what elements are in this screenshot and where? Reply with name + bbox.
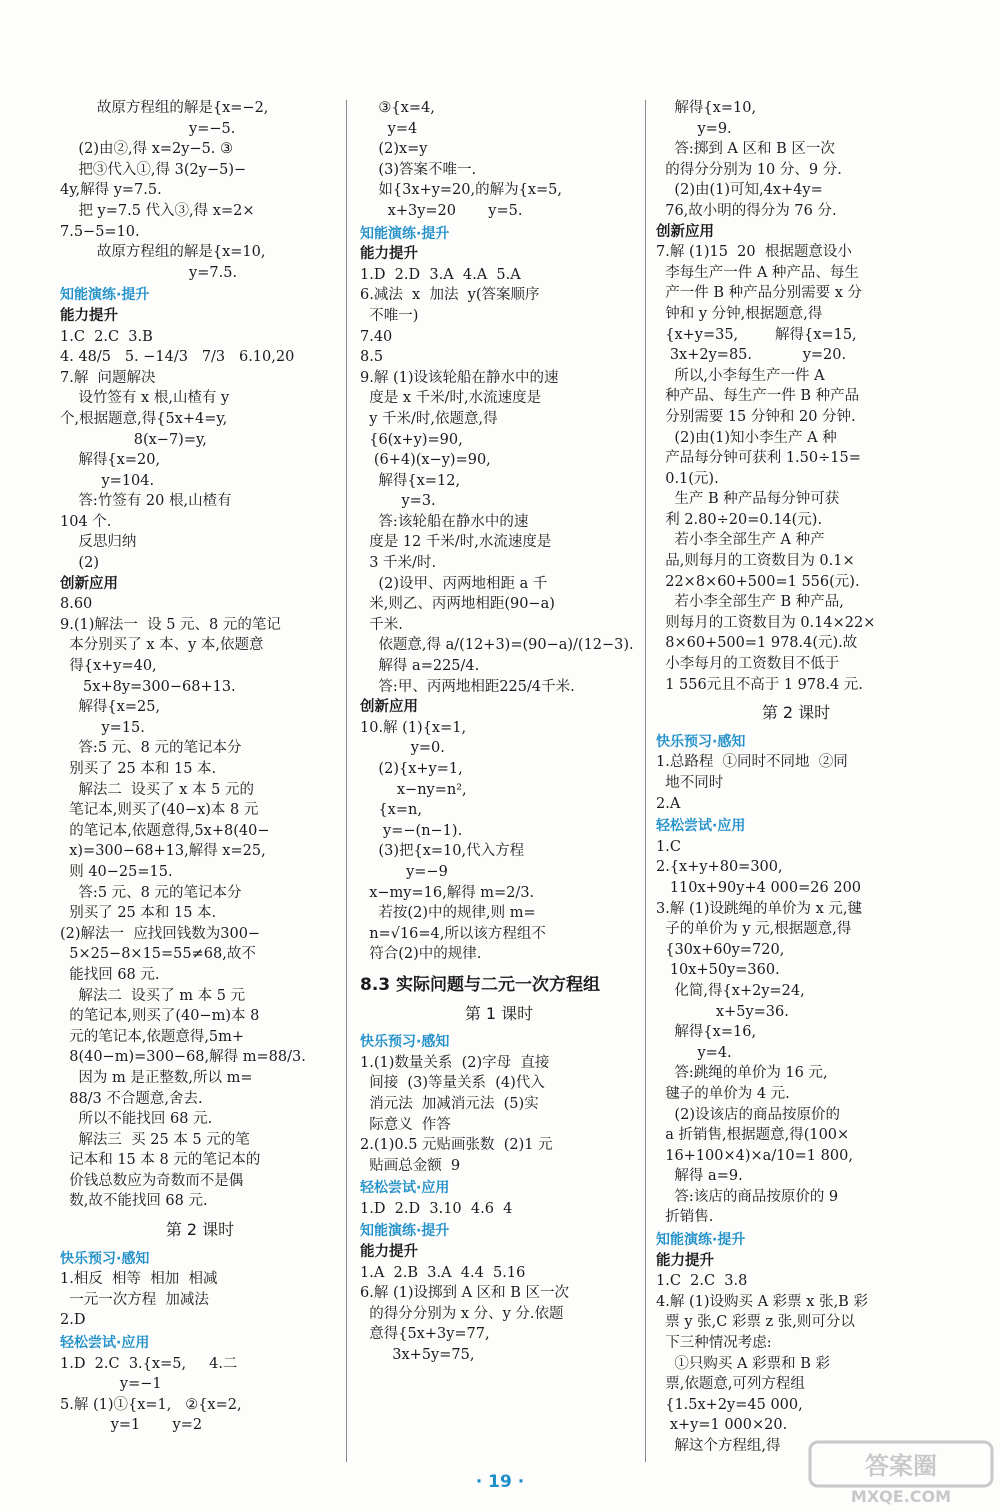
text-line: 生产 B 种产品每分钟可获 [656,491,840,508]
section-heading: 轻松尝试·应用 [60,1335,150,1352]
section-heading: 知能演练·提升 [60,287,150,304]
text-line: 把③代入①,得 3(2y−5)− [60,161,247,178]
text-line: y=9. [656,120,732,137]
text-line: 度是 12 千米/时,水流速度是 [360,534,552,551]
section-heading: 快乐预习·感知 [360,1034,450,1051]
text-line: 种产品、每生产一件 B 种产品 [656,388,860,405]
chapter-section-title: 8.3 实际问题与二元一次方程组 [360,974,601,995]
text-line: 答:掷到 A 区和 B 区一次 [656,141,835,158]
text-line: 贴画总金额 9 [360,1157,461,1174]
text-line: 8(40−m)=300−68,解得 m=88/3. [60,1049,306,1066]
text-line: y=−5. [60,120,236,137]
text-line: 小李每月的工资数目不低于 [656,656,840,673]
text-line: 千米. [360,616,403,633]
text-line: 若小李全部生产 A 种产 [656,532,825,549]
text-line: x−my=16,解得 m=2/3. [360,884,535,901]
text-line: 所以,小李每生产一件 A [656,367,825,384]
text-line: 解得 a=225/4. [360,658,480,675]
text-line: 依题意,得 a/(12+3)=(90−a)/(12−3). [360,637,634,654]
text-line: (2)由(1)知小李生产 A 种 [656,429,837,446]
text-line: {x+y=35, 解得{x=15, [656,326,857,343]
text-line: 1.D 2.C 3.{x=5, 4.二 [60,1355,238,1372]
text-line: 3.解 (1)设跳绳的单价为 x 元,毽 [656,900,862,917]
text-line: 符合(2)中的规律. [360,946,482,963]
sub-heading: 创新应用 [656,223,714,240]
text-line: 10.解 (1){x=1, [360,719,467,736]
text-line: 的笔记本,则买了(40−m)本 8 [60,1008,260,1025]
text-line: 110x+90y+4 000=26 200 [656,879,862,896]
text-line: 下三种情况考虑: [656,1335,772,1352]
sub-heading: 能力提升 [360,1244,418,1261]
answer-column-1 [60,98,340,1436]
text-line: 1.A 2.B 3.A 4.4 5.16 [360,1264,526,1281]
text-line: 解法三 买 25 本 5 元的笔 [60,1131,250,1148]
text-line: 别买了 25 本和 15 本. [60,761,217,777]
text-line: 8×60+500=1 978.4(元).故 [656,635,858,652]
text-line: (2){x+y=1, [360,761,463,777]
text-line: 得{x+y=40, [60,658,157,675]
text-line: 解得 a=9. [656,1168,743,1185]
lesson-title: 第 1 课时 [464,1003,534,1023]
text-line: 消元法 加减消元法 (5)实 [360,1095,539,1112]
text-line: 李每生产一件 A 种产品、每生 [656,264,859,281]
text-line: 笔记本,则买了(40−x)本 8 元 [60,802,259,819]
text-line: 7.5−5=10. [60,223,140,240]
text-line: 7.解 (1)15 20 根据题意设小 [656,244,852,261]
text-line: 能找回 68 元. [60,966,160,983]
text-line: (2)设甲、丙两地相距 a 千 [360,575,548,592]
text-line: 品,则每月的工资数目为 0.1× [656,553,855,570]
text-line: 22×8×60+500=1 556(元). [656,573,860,590]
text-line: 际意义 作答 [360,1116,451,1133]
text-line: 毽子的单价为 4 元. [656,1085,790,1102]
text-line: {6(x+y)=90, [360,431,463,448]
text-line: 2.D [60,1312,86,1329]
text-line: {30x+60y=720, [656,941,785,958]
text-line: 8.5 [360,349,384,366]
text-line: y=4 [360,120,418,137]
section-heading: 知能演练·提升 [360,1223,450,1240]
text-line: 10x+50y=360. [656,962,780,979]
section-heading: 轻松尝试·应用 [656,818,746,835]
text-line: 的笔记本,依题意得,5x+8(40− [60,822,270,839]
text-line: 则每月的工资数目为 0.14×22× [656,614,876,631]
text-line: y=−(n−1). [360,822,463,839]
text-line: 16+100×4)×a/10=1 800, [656,1147,853,1164]
text-line: 别买了 25 本和 15 本. [60,905,217,922]
sub-heading: 创新应用 [60,575,118,592]
text-line: 若小李全部生产 B 种产品, [656,594,844,611]
text-line: 答:5 元、8 元的笔记本分 [60,884,242,901]
text-line: 产一件 B 种产品分别需要 x 分 [656,285,862,302]
sub-heading: 能力提升 [656,1252,714,1269]
text-line: 1.C [656,838,681,855]
text-line: y 千米/时,依题意,得 [360,410,498,427]
text-line: 1.C 2.C 3.B [60,328,153,345]
text-line: 一元一次方程 加减法 [60,1291,209,1308]
text-line: 1 556元且不高于 1 978.4 元. [656,676,863,693]
svg-text:答案圈: 答案圈 [865,1452,937,1480]
text-line: 解得{x=12, [360,472,461,489]
section-heading: 知能演练·提升 [360,225,450,242]
text-line: 5x+8y=300−68+13. [60,678,236,695]
text-line: 把 y=7.5 代入③,得 x=2× [60,202,255,219]
text-line: (2)设该店的商品按原价的 [656,1106,840,1123]
text-line: (3)把{x=10,代入方程 [360,843,525,860]
text-line: 7.解 问题解决 [60,369,156,386]
text-line: 3 千米/时. [360,555,437,572]
text-line: 8.60 [60,596,93,613]
text-line: x)=300−68+13,解得 x=25, [60,843,266,860]
text-line: 答:跳绳的单价为 16 元, [656,1065,828,1082]
text-line: 5.解 (1)①{x=1, ②{x=2, [60,1396,242,1413]
lesson-title: 第 2 课时 [165,1220,235,1240]
text-line: x+y=1 000×20. [656,1417,788,1434]
answer-column-2 [360,98,638,1366]
text-line: y=1 y=2 [60,1417,203,1434]
text-line: 6.解 (1)设掷到 A 区和 B 区一次 [360,1285,570,1302]
text-line: 1.(1)数量关系 (2)字母 直接 [360,1054,550,1071]
text-line: (3)答案不唯一. [360,161,477,178]
text-line: 0.1(元). [656,470,719,487]
text-line: 意得{5x+3y=77, [360,1326,490,1343]
text-line: 记本和 15 本 8 元的笔记本的 [60,1152,261,1169]
text-line: 8(x−7)=y, [60,431,207,448]
text-line: (2) [60,555,99,572]
text-line: 解法二 设买了 x 本 5 元的 [60,781,254,798]
text-line: 答:5 元、8 元的笔记本分 [60,740,242,757]
text-line: 解得{x=16, [656,1024,757,1041]
text-line: (6+4)(x−y)=90, [360,452,491,469]
text-line: 元的笔记本,依题意得,5m+ [60,1028,245,1045]
text-line: 地不同时 [656,775,724,791]
section-heading: 快乐预习·感知 [656,733,746,750]
text-line: y=−9 [360,863,448,880]
text-line: y=7.5. [60,264,238,281]
text-line: 2.(1)0.5 元贴画张数 (2)1 元 [360,1137,553,1154]
text-line: 答:该店的商品按原价的 9 [656,1188,839,1205]
column-divider [346,100,347,1462]
text-line: 反思归纳 [60,534,137,551]
sub-heading: 能力提升 [360,246,418,263]
text-line: 1.D 2.D 3.10 4.6 4 [360,1200,513,1217]
text-line: (2)解法一 应找回钱数为300− [60,925,261,942]
text-line: 1.相反 相等 相加 相减 [60,1271,218,1288]
text-line: 如{3x+y=20,的解为{x=5, [360,182,563,199]
text-line: y=104. [60,472,155,489]
text-line: (2)x=y [360,141,428,158]
text-line: 不唯一) [360,307,419,324]
text-line: 化简,得{x+2y=24, [656,982,805,999]
text-line: (2)由(1)可知,4x+4y= [656,182,823,199]
text-line: 数,故不能找回 68 元. [60,1193,208,1210]
sub-heading: 创新应用 [360,699,418,716]
text-line: 故原方程组的解是{x=10, [60,244,266,261]
text-line: 本分别买了 x 本、y 本,依题意 [60,637,264,654]
text-line: 9.解 (1)设该轮船在静水中的速 [360,369,559,386]
text-line: 解法二 设买了 m 本 5 元 [60,987,246,1004]
section-heading: 知能演练·提升 [656,1232,746,1249]
watermark-logo [808,1440,994,1506]
text-line: 间接 (3)等量关系 (4)代入 [360,1075,545,1092]
text-line: 票,依题意,可列方程组 [656,1376,805,1393]
column-divider [645,100,646,1462]
text-line: ①只购买 A 彩票和 B 彩 [656,1355,830,1372]
text-line: 子的单价为 y 元,根据题意,得 [656,921,852,938]
text-line: 答:竹签有 20 根,山楂有 [60,493,232,510]
svg-text:MXQE.COM: MXQE.COM [850,1487,952,1506]
text-line: y=3. [360,493,436,510]
text-line: 若按(2)中的规律,则 m= [360,905,536,922]
text-line: 则 40−25=15. [60,863,173,880]
text-line: 4y,解得 y=7.5. [60,182,162,199]
text-line: 6.减法 x 加法 y(答案顺序 [360,287,540,304]
text-line: 4.解 (1)设购买 A 彩票 x 张,B 彩 [656,1293,868,1310]
text-line: 票 y 张,C 彩票 z 张,则可分以 [656,1314,855,1331]
text-line: y=0. [360,740,445,757]
text-line: 故原方程组的解是{x=−2, [60,100,269,116]
text-line: 9.(1)解法一 设 5 元、8 元的笔记 [60,616,281,633]
text-line: 产品每分钟可获利 1.50÷15= [656,450,861,467]
text-line: 的得分分别为 10 分、9 分. [656,161,842,178]
text-line: 2.{x+y+80=300, [656,859,783,876]
text-line: {1.5x+2y=45 000, [656,1396,803,1413]
text-line: 分别需要 15 分钟和 20 分钟. [656,408,856,425]
text-line: 4. 48/5 5. −14/3 7/3 6.10,20 [60,349,295,366]
text-line: 3x+5y=75, [360,1347,475,1364]
text-line: x+3y=20 y=5. [360,202,523,219]
text-line: 解得{x=20, [60,452,161,469]
page-number: · 19 · [475,1472,525,1492]
text-line: 88/3 不合题意,舍去. [60,1090,203,1107]
text-line: 1.D 2.D 3.A 4.A 5.A [360,266,521,283]
text-line: 利 2.80÷20=0.14(元). [656,511,823,528]
text-line: 1.总路程 ①同时不同地 ②同 [656,754,848,771]
text-line: 解这个方程组,得 [656,1438,781,1454]
text-line: a 折销售,根据题意,得(100× [656,1127,850,1144]
text-line: 答:甲、丙两地相距225/4千米. [360,678,575,695]
text-line: 1.C 2.C 3.8 [656,1273,748,1290]
text-line: 钟和 y 分钟,根据题意,得 [656,305,823,322]
answer-column-3 [656,98,936,1457]
text-line: {x=n, [360,802,422,819]
text-line: x+5y=36. [656,1003,789,1020]
text-line: 价钱总数应为奇数而不是偶 [60,1172,244,1189]
text-line: y=15. [60,719,145,736]
text-line: 的得分分别为 x 分、y 分.依题 [360,1305,564,1322]
text-line: 所以不能找回 68 元. [60,1111,213,1128]
text-line: n=√16=4,所以该方程组不 [360,925,546,942]
text-line: 米,则乙、丙两地相距(90−a) [360,596,555,613]
text-line: 76,故小明的得分为 76 分. [656,202,837,219]
text-line: y=−1 [60,1376,162,1393]
lesson-title: 第 2 课时 [761,703,831,723]
text-line: 5×25−8×15=55≠68,故不 [60,946,256,963]
text-line: ③{x=4, [360,100,435,116]
text-line: x−ny=n², [360,781,467,798]
section-heading: 轻松尝试·应用 [360,1180,450,1197]
text-line: 因为 m 是正整数,所以 m= [60,1069,253,1086]
text-line: 设竹签有 x 根,山楂有 y [60,390,230,407]
text-line: 解得{x=10, [656,100,757,116]
text-line: y=4. [656,1044,732,1061]
text-line: (2)由②,得 x=2y−5. ③ [60,141,234,158]
section-heading: 快乐预习·感知 [60,1250,150,1267]
text-line: 折销售. [656,1209,714,1226]
text-line: 3x+2y=85. y=20. [656,347,847,364]
text-line: 度是 x 千米/时,水流速度是 [360,390,542,407]
text-line: 个,根据题意,得{5x+4=y, [60,410,228,427]
text-line: 解得{x=25, [60,699,161,716]
text-line: 答:该轮船在静水中的速 [360,513,529,530]
text-line: 2.A [656,795,681,812]
text-line: 7.40 [360,328,393,345]
sub-heading: 能力提升 [60,307,118,324]
text-line: 104 个. [60,513,112,530]
